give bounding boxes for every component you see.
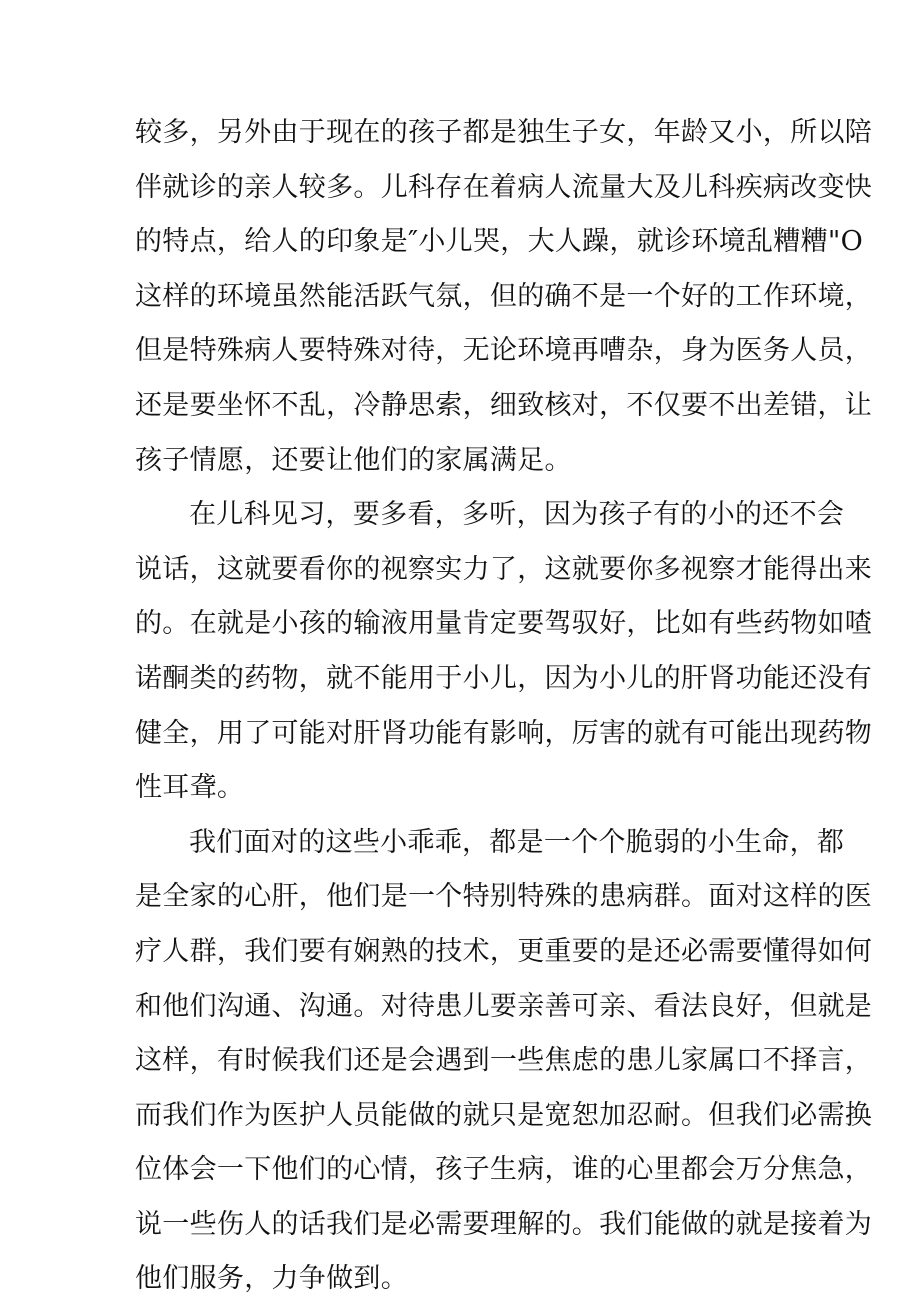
- paragraph-2: [135, 488, 873, 816]
- text-line: 而我们作为医护人员能做的就只是宽恕加忍耐。但我们必需换: [135, 1099, 873, 1131]
- text-line: 健全，用了可能对肝肾功能有影响，厉害的就有可能出现药物: [135, 717, 873, 749]
- text-line: 诺酮类的药物，就不能用于小儿，因为小儿的肝肾功能还没有: [135, 662, 873, 694]
- text-line: 他们服务，力争做到。: [135, 1263, 408, 1295]
- text-line: 但是特殊病人要特殊对待，无论环境再嘈杂，身为医务人员，: [135, 335, 873, 367]
- text-line: 是全家的心肝，他们是一个特别特殊的患病群。面对这样的医: [135, 881, 873, 913]
- text-line: 孩子情愿，还要让他们的家属满足。: [135, 444, 572, 476]
- text-line: 我们面对的这些小乖乖，都是一个个脆弱的小生命，都: [189, 826, 845, 858]
- paragraph-3: [135, 816, 873, 1307]
- document-body: [135, 106, 873, 1307]
- text-line: 伴就诊的亲人较多。儿科存在着病人流量大及儿科疾病改变快: [135, 171, 873, 203]
- text-line: 和他们沟通、沟通。对待患儿要亲善可亲、看法良好，但就是: [135, 990, 873, 1022]
- text-line: 疗人群，我们要有娴熟的技术，更重要的是还必需要懂得如何: [135, 935, 873, 967]
- text-line: 这样的环境虽然能活跃气氛，但的确不是一个好的工作环境，: [135, 280, 873, 312]
- text-line: 性耳聋。: [135, 772, 245, 804]
- text-line: 说话，这就要看你的视察实力了，这就要你多视察才能得出来: [135, 553, 873, 585]
- text-line: 这样，有时候我们还是会遇到一些焦虑的患儿家属口不择言，: [135, 1045, 873, 1077]
- text-line: 位体会一下他们的心情，孩子生病，谁的心里都会万分焦急，: [135, 1154, 873, 1186]
- text-line: 还是要坐怀不乱，冷静思索，细致核对，不仅要不出差错，让: [135, 389, 873, 421]
- text-line: 的特点，给人的印象是″小儿哭，大人躁，就诊环境乱糟糟"O: [135, 226, 864, 258]
- text-line: 的。在就是小孩的输液用量肯定要驾驭好，比如有些药物如喳: [135, 608, 873, 640]
- text-line: 在儿科见习，要多看，多听，因为孩子有的小的还不会: [189, 499, 845, 531]
- text-line: 说一些伤人的话我们是必需要理解的。我们能做的就是接着为: [135, 1208, 873, 1240]
- paragraph-1: [135, 106, 873, 488]
- text-line: 较多，另外由于现在的孩子都是独生子女，年龄又小，所以陪: [135, 117, 873, 148]
